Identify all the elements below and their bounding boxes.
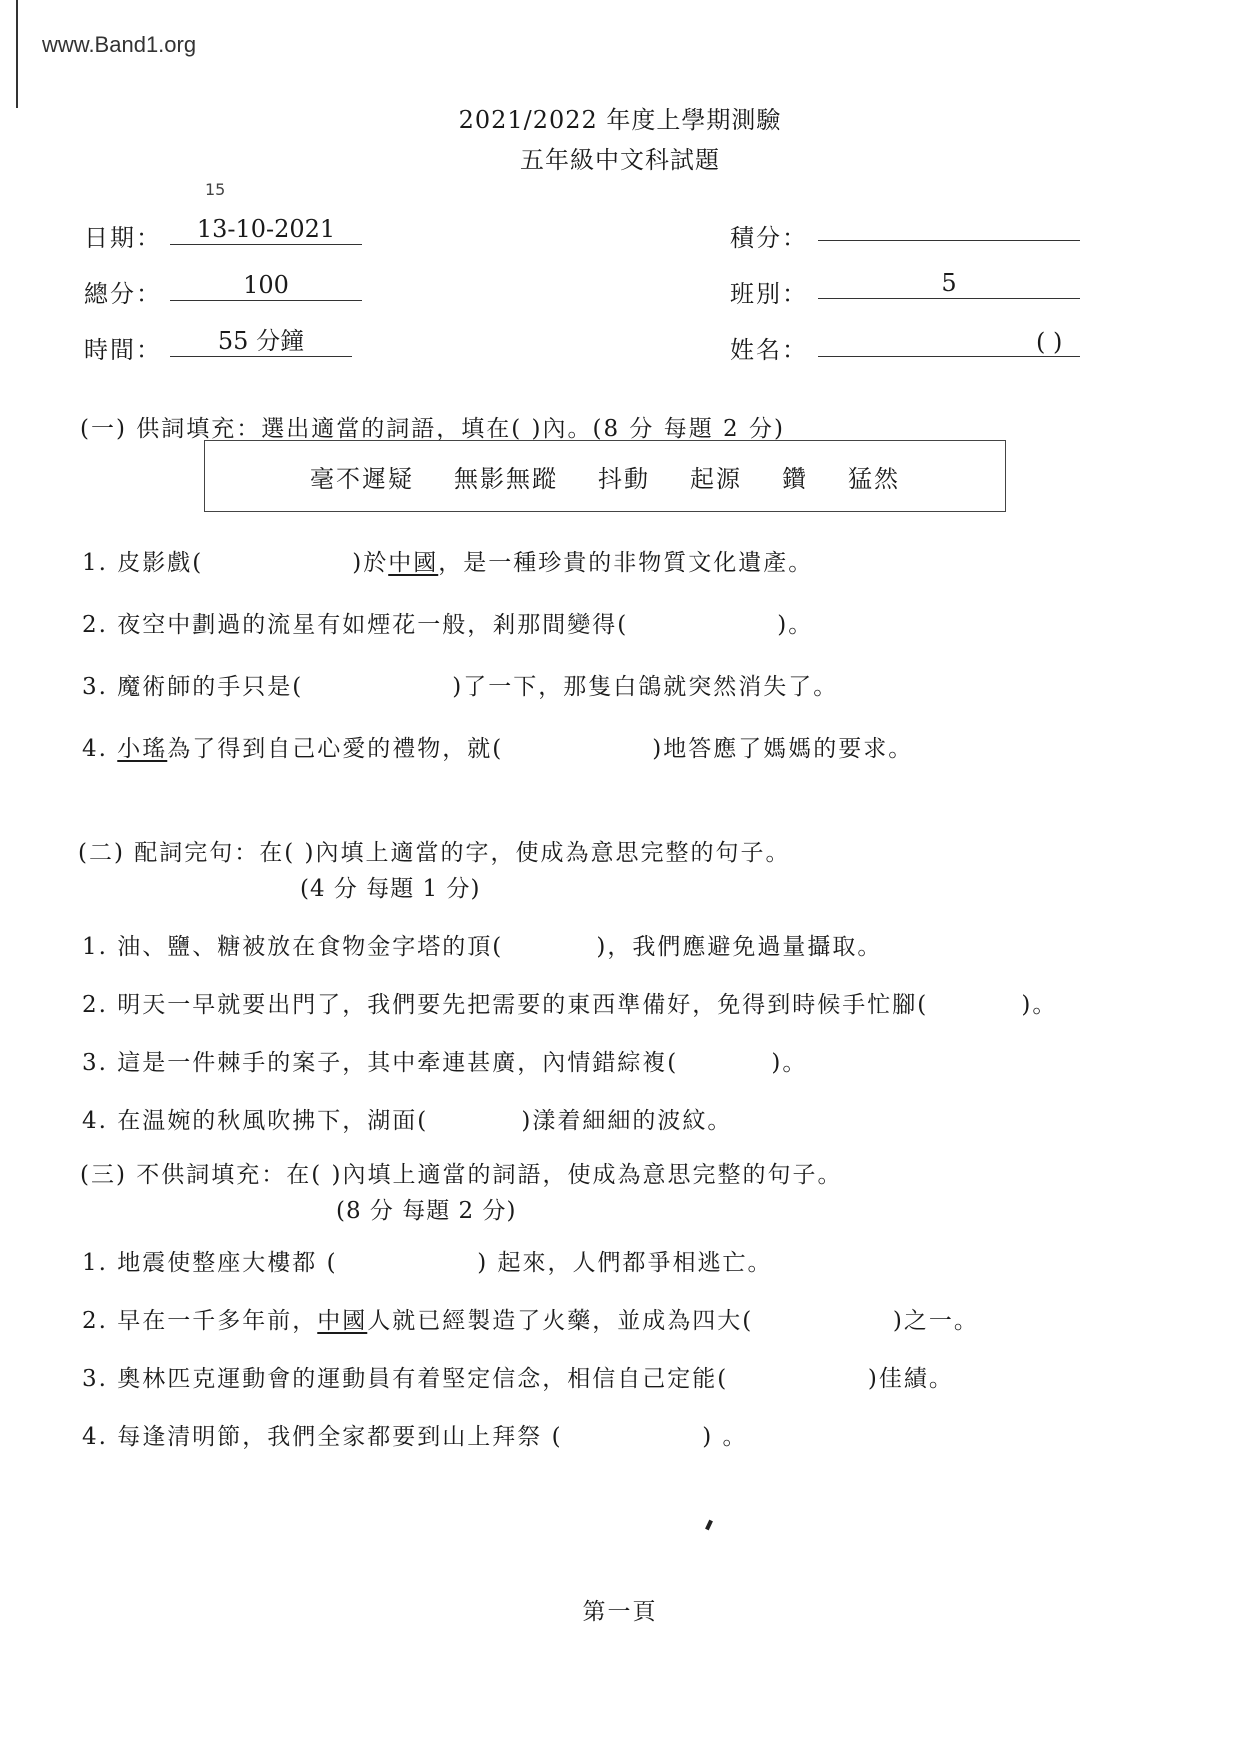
section1-question-1: 1. 皮影戲( )於中國，是一種珍貴的非物質文化遺產。	[82, 550, 814, 576]
word-bank-item: 無影無蹤	[454, 464, 558, 493]
answer-blank[interactable]	[303, 674, 452, 700]
section2-marks: (4 分 每題 1 分)	[300, 876, 481, 902]
section3-question-1: 1. 地震使整座大樓都 ( ) 起來，人們都爭相逃亡。	[82, 1250, 773, 1276]
answer-blank[interactable]	[503, 736, 652, 762]
answer-blank[interactable]	[203, 550, 352, 576]
name-label: 姓名：	[730, 336, 808, 364]
time-field[interactable]: 55 分鐘	[170, 326, 352, 357]
section2-question-1: 1. 油、鹽、糖被放在食物金字塔的頂( )，我們應避免過量攝取。	[82, 934, 883, 960]
answer-blank[interactable]	[728, 1366, 868, 1392]
word-bank-item: 猛然	[848, 464, 900, 493]
page-number: 第一頁	[582, 1599, 658, 1625]
answer-blank[interactable]	[563, 1424, 703, 1450]
word-bank-item: 起源	[690, 464, 742, 493]
handwritten-date-correction: 15	[205, 180, 226, 199]
total-field[interactable]: 100	[170, 270, 362, 301]
word-bank-item: 抖動	[598, 464, 650, 493]
word-bank-box	[204, 440, 1006, 512]
section1-question-2: 2. 夜空中劃過的流星有如煙花一般，剎那間變得( )。	[82, 612, 814, 638]
score-label: 積分：	[730, 224, 808, 252]
class-number-paren: ( )	[1036, 328, 1063, 356]
margin-line	[16, 0, 18, 108]
total-label: 總分：	[84, 280, 162, 308]
date-field[interactable]: 13-10-2021	[170, 214, 362, 245]
class-label: 班別：	[730, 280, 808, 308]
watermark: www.Band1.org	[42, 32, 197, 57]
section2-heading: (二) 配詞完句：在( )內填上適當的字，使成為意思完整的句子。	[78, 840, 791, 866]
date-label: 日期：	[84, 224, 162, 252]
exam-subtitle: 五年級中文科試題	[520, 146, 720, 174]
word-bank-item: 鑽	[782, 464, 808, 493]
answer-blank[interactable]	[338, 1250, 478, 1276]
pen-mark	[705, 1520, 713, 1531]
section3-question-4: 4. 每逢清明節，我們全家都要到山上拜祭 ( ) 。	[82, 1424, 748, 1450]
section3-heading: (三) 不供詞填充：在( )內填上適當的詞語，使成為意思完整的句子。	[80, 1162, 843, 1188]
section3-question-3: 3. 奧林匹克運動會的運動員有着堅定信念，相信自己定能( )佳績。	[82, 1366, 954, 1392]
section2-question-3: 3. 這是一件棘手的案子，其中牽連甚廣，內情錯綜複( )。	[82, 1050, 808, 1076]
word-bank-item: 毫不遲疑	[310, 464, 414, 493]
time-label: 時間：	[84, 336, 162, 364]
section2-question-4: 4. 在温婉的秋風吹拂下，湖面( )漾着細細的波紋。	[82, 1108, 733, 1134]
section3-marks: (8 分 每題 2 分)	[336, 1198, 517, 1224]
section3-question-2: 2. 早在一千多年前，中國人就已經製造了火藥，並成為四大( )之一。	[82, 1308, 979, 1334]
section1-question-4: 4. 小瑤為了得到自己心愛的禮物，就( )地答應了媽媽的要求。	[82, 736, 914, 762]
class-field[interactable]: 5	[818, 268, 1080, 299]
section2-question-2: 2. 明天一早就要出門了，我們要先把需要的東西準備好，免得到時候手忙腳( )。	[82, 992, 1058, 1018]
answer-blank[interactable]	[753, 1308, 893, 1334]
answer-blank[interactable]	[628, 612, 777, 638]
exam-title: 2021/2022 年度上學期測驗	[458, 106, 782, 134]
section1-heading: (一) 供詞填充：選出適當的詞語，填在( )內。(8 分 每題 2 分)	[80, 416, 785, 442]
section1-question-3: 3. 魔術師的手只是( )了一下，那隻白鴿就突然消失了。	[82, 674, 839, 700]
score-field[interactable]	[818, 210, 1080, 241]
